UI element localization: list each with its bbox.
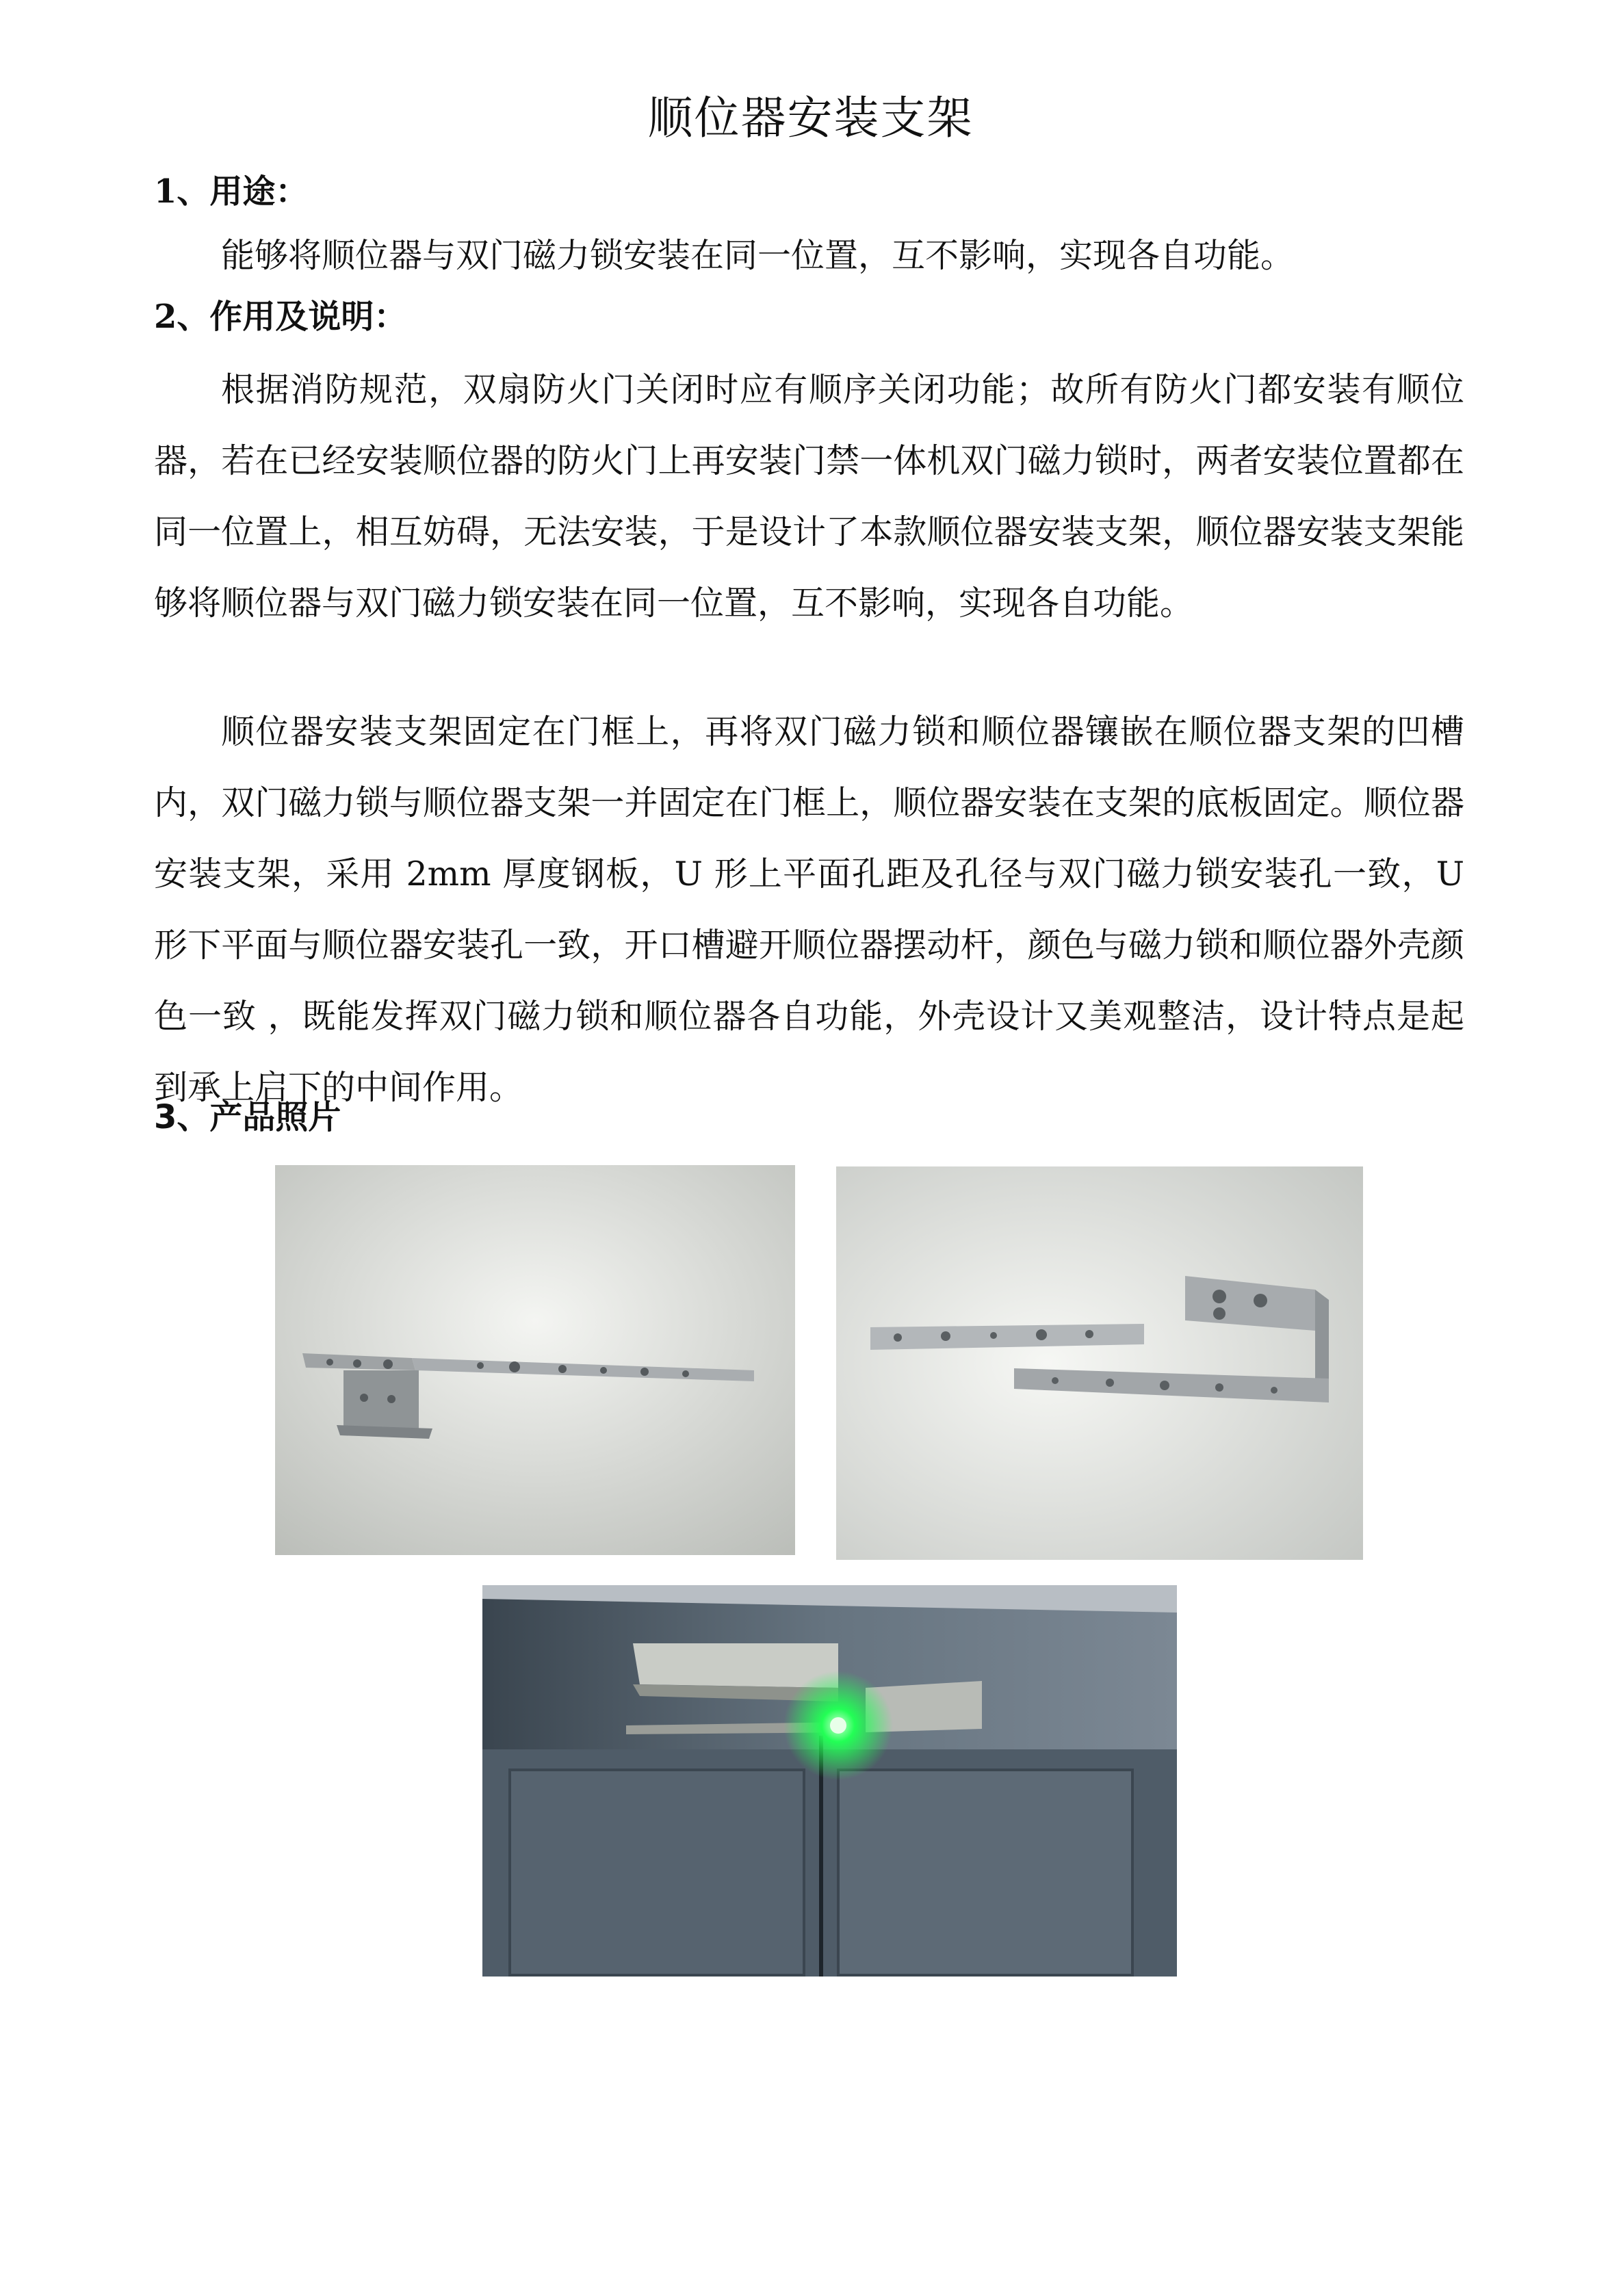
section-1-heading: 1、用途： <box>154 172 309 211</box>
section-2-heading: 2、作用及说明： <box>154 298 407 336</box>
section-1-paragraph: 能够将顺位器与双门磁力锁安装在同一位置，互不影响，实现各自功能。 <box>221 236 1295 275</box>
section-2-paragraph-1: 根据消防规范，双扇防火门关闭时应有顺序关闭功能；故所有防火门都安装有顺位器，若在已经安装顺位器的防火门上再安装门禁一体机双门磁力锁时，两者安装位置都在同一位置上，相互妨碍，无法安装，于是设计了本款顺位器安装支架，顺位器安装支架能够将顺位器与双门磁力锁安装在同一位置，互不影响，实现各自功能。 <box>154 370 1464 623</box>
section-3-heading: 3、产品照片 <box>154 1098 341 1136</box>
photo-installed-on-door <box>482 1585 1177 1977</box>
photo-bracket-parts <box>836 1166 1363 1560</box>
photo-bracket-assembled <box>275 1165 795 1555</box>
page-title: 顺位器安装支架 <box>647 92 974 144</box>
section-2-paragraph-2: 顺位器安装支架固定在门框上，再将双门磁力锁和顺位器镶嵌在顺位器支架的凹槽内，双门磁力锁与顺位器支架一并固定在门框上，顺位器安装在支架的底板固定。顺位器安装支架，采用 2mm 厚度钢板，U 形上平面孔距及孔径与双门磁力锁安装孔一致，U 形下平面与顺位器安装孔一致，开口槽避开顺位器摆动杆，颜色与磁力锁和顺位器外壳颜色一致 ，既能发挥双门磁力锁和顺位器各自功能，外壳设计又美观整洁，设计特点是起到承上启下的中间作用。 <box>154 712 1464 1107</box>
